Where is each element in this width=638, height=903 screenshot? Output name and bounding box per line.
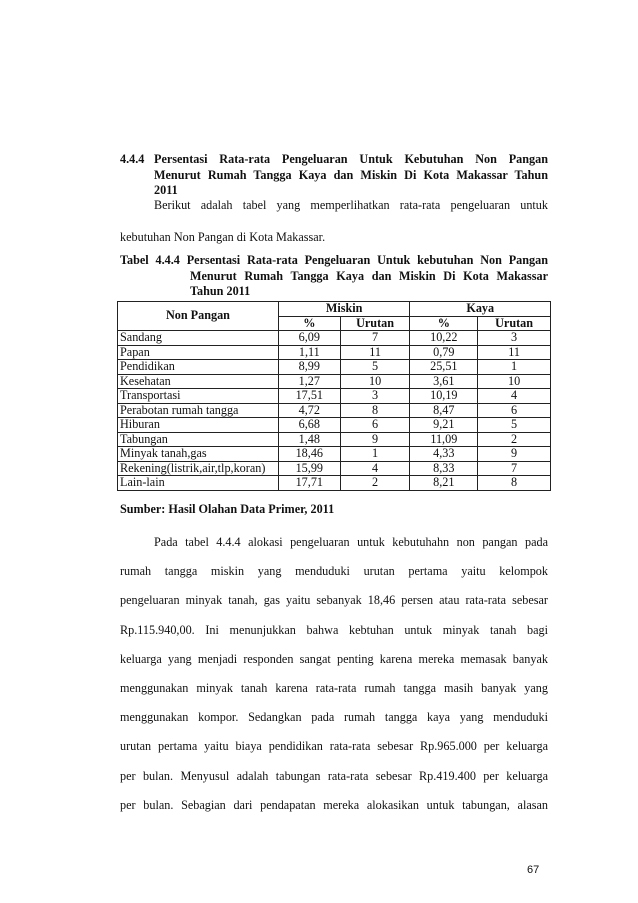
poor-rank-cell: 11: [340, 345, 410, 360]
paragraph-line: pengeluaran minyak tanah, gas yaitu sebanyak 18,46 persen atau rata-rata sebesar: [120, 593, 548, 608]
rich-rank-cell: 9: [478, 447, 551, 462]
table-row: [118, 476, 551, 491]
poor-rank-cell: 8: [340, 403, 410, 418]
poor-rank-cell: 7: [340, 331, 410, 346]
row-name: Rekening(listrik,air,tlp,koran): [118, 461, 279, 476]
poor-pct-cell: 6,68: [278, 418, 340, 433]
caption-line: Tabel 4.4.4 Persentasi Rata-rata Pengeluaran Untuk kebutuhan Non Pangan: [120, 253, 548, 267]
poor-pct-cell: 18,46: [278, 447, 340, 462]
paragraph-line: menggunakan kompor. Sedangkan pada rumah tangga kaya yang menduduki: [120, 710, 548, 725]
poor-pct-cell: 1,27: [278, 374, 340, 389]
row-name: Papan: [118, 345, 279, 360]
poor-rank-cell: 4: [340, 461, 410, 476]
poor-pct-cell: 1,48: [278, 432, 340, 447]
rich-rank-cell: 5: [478, 418, 551, 433]
table-row: [118, 432, 551, 447]
section-title-line: Menurut Rumah Tangga Kaya dan Miskin Di Kota Makassar Tahun: [154, 167, 548, 182]
poor-rank-cell: 3: [340, 389, 410, 404]
row-name: Lain-lain: [118, 476, 279, 491]
table-row: [118, 403, 551, 418]
table-source: Sumber: Hasil Olahan Data Primer, 2011: [120, 502, 335, 516]
header-miskin: Miskin: [278, 302, 410, 317]
row-name: Perabotan rumah tangga: [118, 403, 279, 418]
poor-pct-cell: 4,72: [278, 403, 340, 418]
poor-rank-cell: 6: [340, 418, 410, 433]
caption-line: Tahun 2011: [190, 284, 251, 298]
rich-pct-cell: 10,22: [410, 331, 478, 346]
paragraph-line: Pada tabel 4.4.4 alokasi pengeluaran untuk kebutuhahn non pangan pada: [154, 535, 548, 549]
paragraph-line: per bulan. Menyusul adalah tabungan rata-rata sebesar Rp.419.400 per keluarga: [120, 768, 548, 783]
row-name: Pendidikan: [118, 360, 279, 375]
table-row: [118, 331, 551, 346]
rich-rank-cell: 11: [478, 345, 551, 360]
header-rich-pct: %: [410, 316, 478, 331]
section-title: [154, 152, 548, 199]
poor-rank-cell: 5: [340, 360, 410, 375]
caption-line: Menurut Rumah Tangga Kaya dan Miskin Di Kota Makassar: [190, 268, 548, 283]
table-row: [118, 461, 551, 476]
poor-pct-cell: 6,09: [278, 331, 340, 346]
table-caption: [120, 253, 548, 300]
page-number: 67: [527, 864, 540, 876]
row-name: Transportasi: [118, 389, 279, 404]
paragraph-line: Rp.115.940,00. Ini menunjukkan bahwa kebtuhan untuk minyak tanah bagi: [120, 622, 548, 637]
table-row: [118, 418, 551, 433]
header-non-pangan: Non Pangan: [118, 302, 279, 331]
rich-rank-cell: 4: [478, 389, 551, 404]
paragraph-line: keluarga yang menjadi responden sangat penting karena mereka memasak banyak: [120, 651, 548, 666]
poor-rank-cell: 1: [340, 447, 410, 462]
table-row: [118, 447, 551, 462]
rich-rank-cell: 6: [478, 403, 551, 418]
table-row: [118, 360, 551, 375]
poor-rank-cell: 2: [340, 476, 410, 491]
rich-pct-cell: 8,21: [410, 476, 478, 491]
section-title-line: Persentasi Rata-rata Pengeluaran Untuk Kebutuhan Non Pangan: [154, 152, 548, 166]
paragraph-line: menggunakan minyak tanah karena rata-rata rumah tangga masih banyak yang: [120, 681, 548, 696]
header-rich-rank: Urutan: [478, 316, 551, 331]
paragraph-line: rumah tangga miskin yang menduduki urutan pertama yaitu kelompok: [120, 564, 548, 579]
section-title-line: 2011: [154, 183, 178, 197]
row-name: Sandang: [118, 331, 279, 346]
intro-line: kebutuhan Non Pangan di Kota Makassar.: [120, 230, 326, 244]
rich-pct-cell: 9,21: [410, 418, 478, 433]
section-heading: [120, 152, 548, 199]
intro-paragraph: [120, 198, 548, 245]
poor-rank-cell: 9: [340, 432, 410, 447]
rich-rank-cell: 10: [478, 374, 551, 389]
table-row: [118, 389, 551, 404]
paragraph-line: per bulan. Sebagian dari pendapatan mereka alokasikan untuk tabungan, alasan: [120, 797, 548, 812]
rich-rank-cell: 1: [478, 360, 551, 375]
table-row: [118, 374, 551, 389]
rich-pct-cell: 8,47: [410, 403, 478, 418]
table-header-row: [118, 302, 551, 317]
rich-rank-cell: 7: [478, 461, 551, 476]
section-number: 4.4.4: [120, 152, 145, 166]
poor-pct-cell: 17,51: [278, 389, 340, 404]
rich-rank-cell: 3: [478, 331, 551, 346]
rich-pct-cell: 4,33: [410, 447, 478, 462]
poor-pct-cell: 8,99: [278, 360, 340, 375]
poor-rank-cell: 10: [340, 374, 410, 389]
rich-pct-cell: 25,51: [410, 360, 478, 375]
rich-pct-cell: 8,33: [410, 461, 478, 476]
rich-pct-cell: 3,61: [410, 374, 478, 389]
expenditure-table: [117, 301, 551, 491]
poor-pct-cell: 15,99: [278, 461, 340, 476]
paragraph-line: urutan pertama yaitu biaya pendidikan rata-rata sebesar Rp.965.000 per keluarga: [120, 739, 548, 754]
poor-pct-cell: 17,71: [278, 476, 340, 491]
body-paragraph: [120, 528, 548, 820]
table-row: [118, 345, 551, 360]
rich-pct-cell: 10,19: [410, 389, 478, 404]
header-poor-rank: Urutan: [340, 316, 410, 331]
row-name: Kesehatan: [118, 374, 279, 389]
rich-rank-cell: 2: [478, 432, 551, 447]
rich-rank-cell: 8: [478, 476, 551, 491]
poor-pct-cell: 1,11: [278, 345, 340, 360]
rich-pct-cell: 0,79: [410, 345, 478, 360]
row-name: Tabungan: [118, 432, 279, 447]
row-name: Minyak tanah,gas: [118, 447, 279, 462]
row-name: Hiburan: [118, 418, 279, 433]
header-poor-pct: %: [278, 316, 340, 331]
rich-pct-cell: 11,09: [410, 432, 478, 447]
intro-line: Berikut adalah tabel yang memperlihatkan rata-rata pengeluaran untuk: [154, 198, 548, 212]
header-kaya: Kaya: [410, 302, 551, 317]
